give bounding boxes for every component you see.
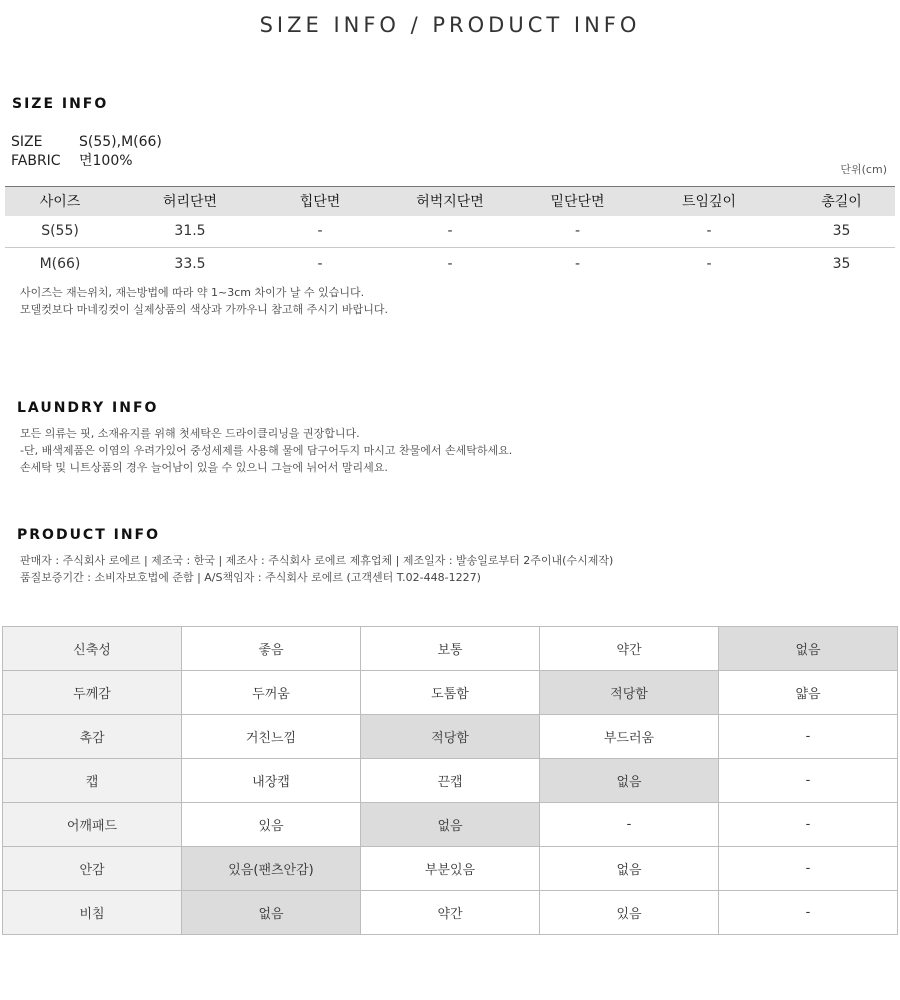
table-cell: -: [706, 255, 712, 272]
table-row: [3, 847, 898, 891]
feel-option-selected: 없음: [719, 627, 898, 671]
table-cell: -: [574, 255, 581, 272]
product-info-text: [20, 552, 613, 586]
table-row: [3, 671, 898, 715]
product-info-line: 판매자 : 주식회사 로에르 | 제조국 : 한국 | 제조사 : 주식회사 로에르 제휴업체 | 제조일자 : 발송일로부터 2주이내(수시제작): [20, 554, 614, 567]
table-row: [5, 248, 895, 280]
table-cell: -: [375, 216, 525, 248]
table-cell: -: [525, 216, 630, 248]
feel-option-selected: 적당함: [361, 715, 540, 759]
table-cell: 31.5: [115, 216, 265, 248]
feel-option-selected: 없음: [182, 891, 361, 935]
feel-option-selected: 없음: [540, 759, 719, 803]
feel-option: 끈캡: [361, 759, 540, 803]
feel-option-selected: 적당함: [540, 671, 719, 715]
product-info-line: 품질보증기간 : 소비자보호법에 준함 | A/S책임자 : 주식회사 로에르 (고객센터 T.02-448-1227): [20, 571, 481, 584]
feel-option: -: [719, 715, 898, 759]
feel-option: 있음: [540, 891, 719, 935]
table-cell: -: [265, 216, 375, 248]
table-row: [5, 216, 895, 248]
feel-row-label: 비침: [3, 891, 182, 935]
fabric-label: FABRIC: [11, 153, 61, 169]
size-table: [5, 186, 895, 280]
feel-option: -: [719, 891, 898, 935]
size-table-header-cell: 힙단면: [265, 187, 375, 216]
table-row: [3, 759, 898, 803]
feel-row-label: 안감: [3, 847, 182, 891]
feel-row-label: 촉감: [3, 715, 182, 759]
feel-option: 도톰함: [361, 671, 540, 715]
size-table-header-cell: 트임깊이: [630, 187, 788, 216]
feel-row-label: 캡: [3, 759, 182, 803]
feel-option: -: [719, 759, 898, 803]
feel-option: 두꺼움: [182, 671, 361, 715]
size-notes: [20, 284, 388, 318]
feel-row-label: 어깨패드: [3, 803, 182, 847]
feel-option: 얇음: [719, 671, 898, 715]
feel-option: 좋음: [182, 627, 361, 671]
feel-option: -: [719, 847, 898, 891]
product-info-heading: PRODUCT INFO: [17, 527, 161, 543]
feel-option: 있음: [182, 803, 361, 847]
size-table-header-cell: 밑단단면: [525, 187, 630, 216]
table-cell: M(66): [39, 255, 81, 272]
feel-option: 거친느낌: [182, 715, 361, 759]
fabric-value: 면100%: [79, 153, 133, 169]
unit-label: 단위(cm): [840, 163, 887, 176]
feel-row-label: 두께감: [3, 671, 182, 715]
page-title: SIZE INFO / PRODUCT INFO: [259, 13, 641, 37]
table-cell: 35: [788, 216, 895, 248]
size-table-header-cell: 허리단면: [115, 187, 265, 216]
feel-row-label: 신축성: [3, 627, 182, 671]
table-row: [3, 891, 898, 935]
size-row: [11, 134, 162, 150]
feel-option: 보통: [361, 627, 540, 671]
laundry-line: 손세탁 및 니트상품의 경우 늘어남이 있을 수 있으니 그늘에 뉘어서 말리세요.: [20, 461, 388, 474]
feel-option: 내장캡: [182, 759, 361, 803]
size-info-heading: SIZE INFO: [12, 96, 109, 112]
table-row: [3, 627, 898, 671]
feel-option: -: [719, 803, 898, 847]
feel-option: 약간: [361, 891, 540, 935]
size-table-header-cell: 허벅지단면: [375, 187, 525, 216]
feel-option-selected: 있음(팬츠안감): [182, 847, 361, 891]
fabric-row: [11, 150, 133, 170]
table-cell: -: [317, 255, 323, 272]
size-table-header: [5, 187, 895, 216]
table-row: [3, 715, 898, 759]
table-cell: -: [447, 255, 453, 272]
size-table-header-cell: 총길이: [788, 187, 895, 216]
laundry-info-heading: LAUNDRY INFO: [17, 400, 159, 416]
table-cell: -: [630, 216, 788, 248]
laundry-line: -단, 배색제품은 이염의 우려가있어 중성세제를 사용해 물에 담구어두지 마시고 찬물에서 손세탁하세요.: [20, 444, 513, 457]
size-table-header-cell: 사이즈: [5, 187, 115, 216]
feel-option: 없음: [540, 847, 719, 891]
fabric-feel-table: [2, 626, 898, 935]
feel-option: 부분있음: [361, 847, 540, 891]
table-cell: S(55): [5, 216, 115, 248]
size-value: S(55),M(66): [79, 134, 162, 150]
feel-option: 부드러움: [540, 715, 719, 759]
size-label: SIZE: [11, 134, 43, 150]
feel-option: 약간: [540, 627, 719, 671]
feel-option-selected: 없음: [361, 803, 540, 847]
laundry-line: 모든 의류는 핏, 소재유지를 위해 첫세탁은 드라이클리닝을 권장합니다.: [20, 427, 360, 440]
size-note-line: 사이즈는 재는위치, 재는방법에 따라 약 1~3cm 차이가 날 수 있습니다.: [20, 286, 365, 299]
table-cell: 35: [832, 255, 851, 272]
laundry-info-text: [20, 425, 512, 476]
size-note-line: 모델컷보다 마네킹컷이 실제상품의 색상과 가까우니 참고해 주시기 바랍니다.: [20, 303, 389, 316]
feel-option: -: [540, 803, 719, 847]
table-row: [3, 803, 898, 847]
table-cell: 33.5: [174, 255, 206, 272]
